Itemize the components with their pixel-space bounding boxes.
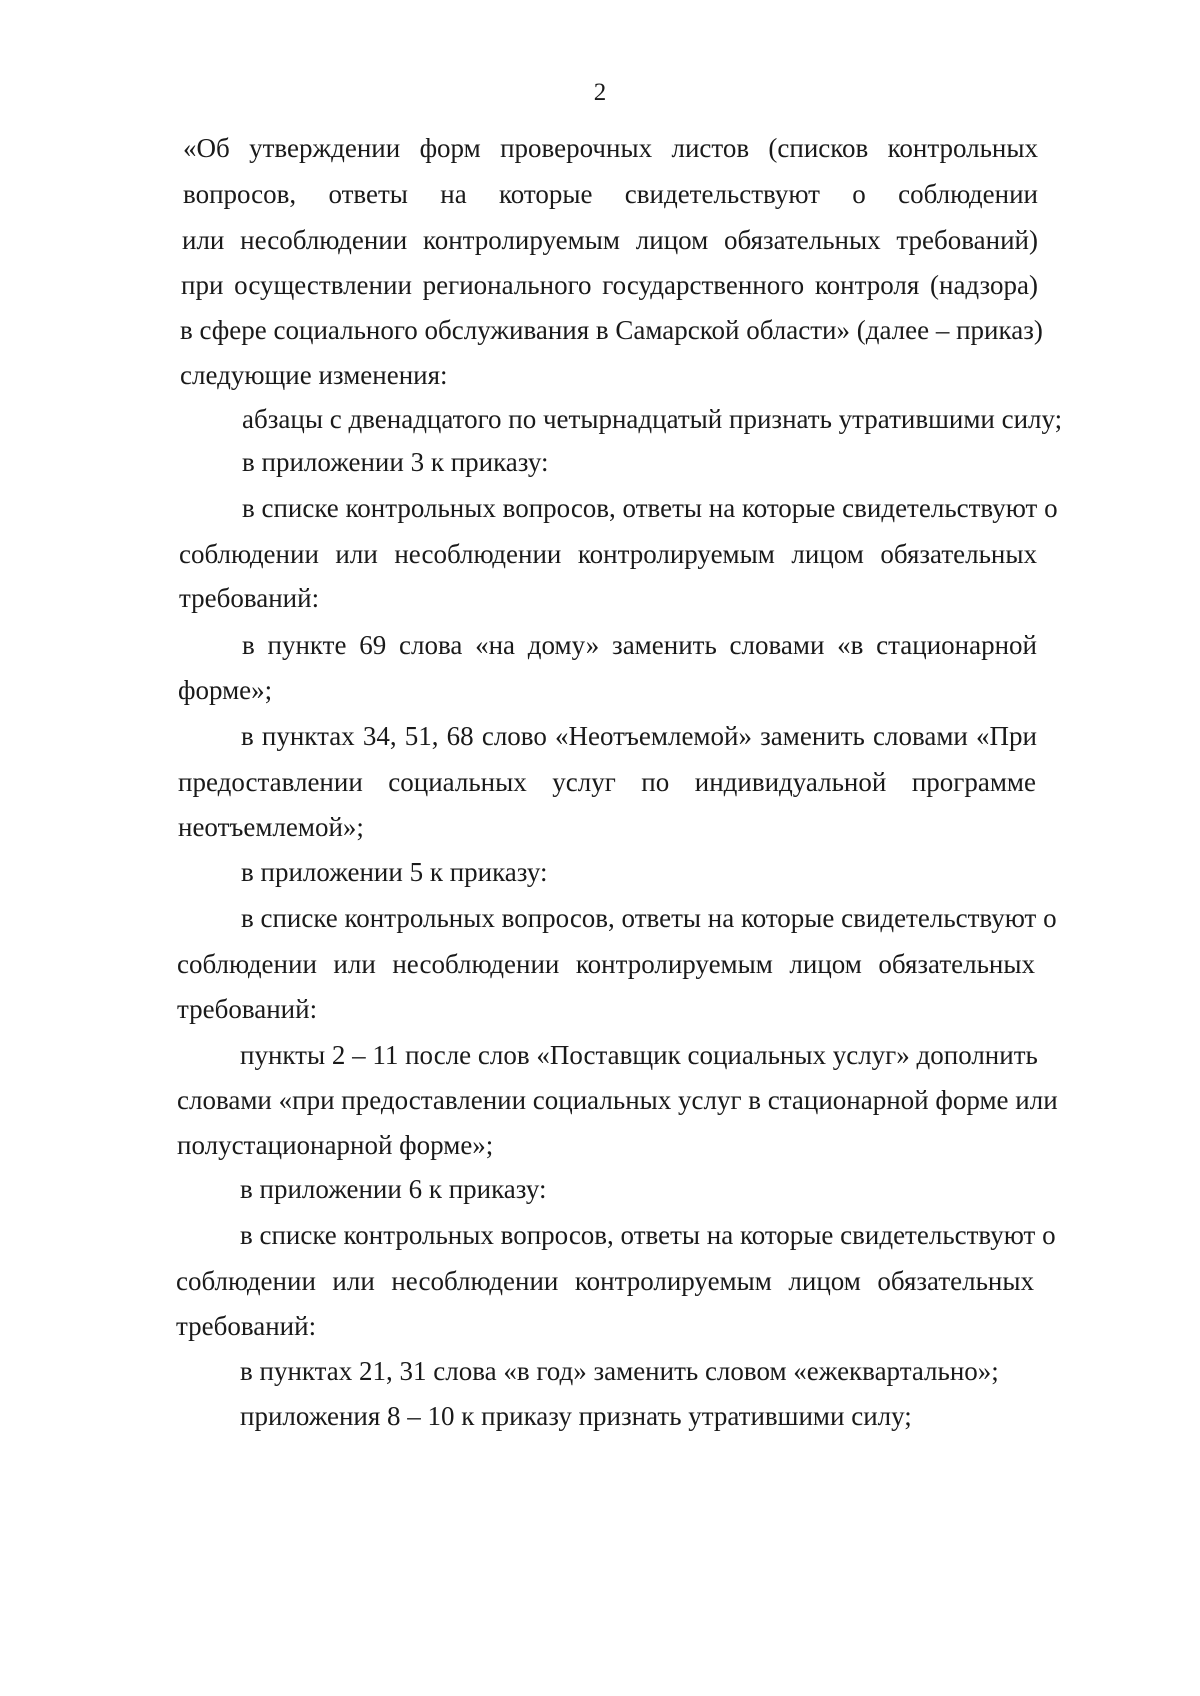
text-line: следующие изменения:: [180, 360, 448, 390]
text-line: требований:: [179, 583, 320, 613]
text-line: «Об утверждении форм проверочных листов (списков контрольных: [183, 133, 1038, 163]
text-line: соблюдении или несоблюдении контролируемым лицом обязательных: [176, 1266, 1034, 1296]
text-line: в пунктах 34, 51, 68 слово «Неотъемлемой» заменить словами «При: [241, 721, 1037, 751]
text-line: полустационарной форме»;: [177, 1130, 494, 1160]
text-line: форме»;: [178, 675, 273, 705]
text-line: предоставлении социальных услуг по индивидуальной программе: [178, 767, 1036, 797]
text-line: в приложении 5 к приказу:: [241, 857, 548, 887]
text-line: в приложении 6 к приказу:: [240, 1174, 547, 1204]
text-line: соблюдении или несоблюдении контролируемым лицом обязательных: [177, 949, 1035, 979]
text-line: в списке контрольных вопросов, ответы на которые свидетельствуют о: [242, 493, 1058, 523]
page-number: 2: [593, 79, 607, 106]
text-line: в приложении 3 к приказу:: [242, 447, 549, 477]
text-line: соблюдении или несоблюдении контролируемым лицом обязательных: [179, 539, 1037, 569]
text-line: пункты 2 – 11 после слов «Поставщик социальных услуг» дополнить: [240, 1040, 1038, 1070]
text-line: или несоблюдении контролируемым лицом обязательных требований): [182, 225, 1038, 255]
text-line: приложения 8 – 10 к приказу признать утратившими силу;: [240, 1401, 912, 1431]
text-line: в сфере социального обслуживания в Самарской области» (далее – приказ): [180, 315, 1043, 345]
text-line: в списке контрольных вопросов, ответы на которые свидетельствуют о: [241, 903, 1057, 933]
text-line: требований:: [177, 994, 318, 1024]
text-line: в списке контрольных вопросов, ответы на которые свидетельствуют о: [240, 1220, 1056, 1250]
text-line: неотъемлемой»;: [178, 812, 364, 842]
text-line: абзацы с двенадцатого по четырнадцатый признать утратившими силу;: [242, 404, 1063, 434]
text-line: словами «при предоставлении социальных услуг в стационарной форме или: [177, 1085, 1058, 1115]
text-line: при осуществлении регионального государственного контроля (надзора): [181, 270, 1038, 300]
text-line: в пунктах 21, 31 слова «в год» заменить словом «ежеквартально»;: [240, 1356, 999, 1386]
text-line: в пункте 69 слова «на дому» заменить словами «в стационарной: [242, 630, 1037, 660]
text-line: требований:: [176, 1311, 317, 1341]
text-line: вопросов, ответы на которые свидетельствуют о соблюдении: [183, 179, 1038, 209]
